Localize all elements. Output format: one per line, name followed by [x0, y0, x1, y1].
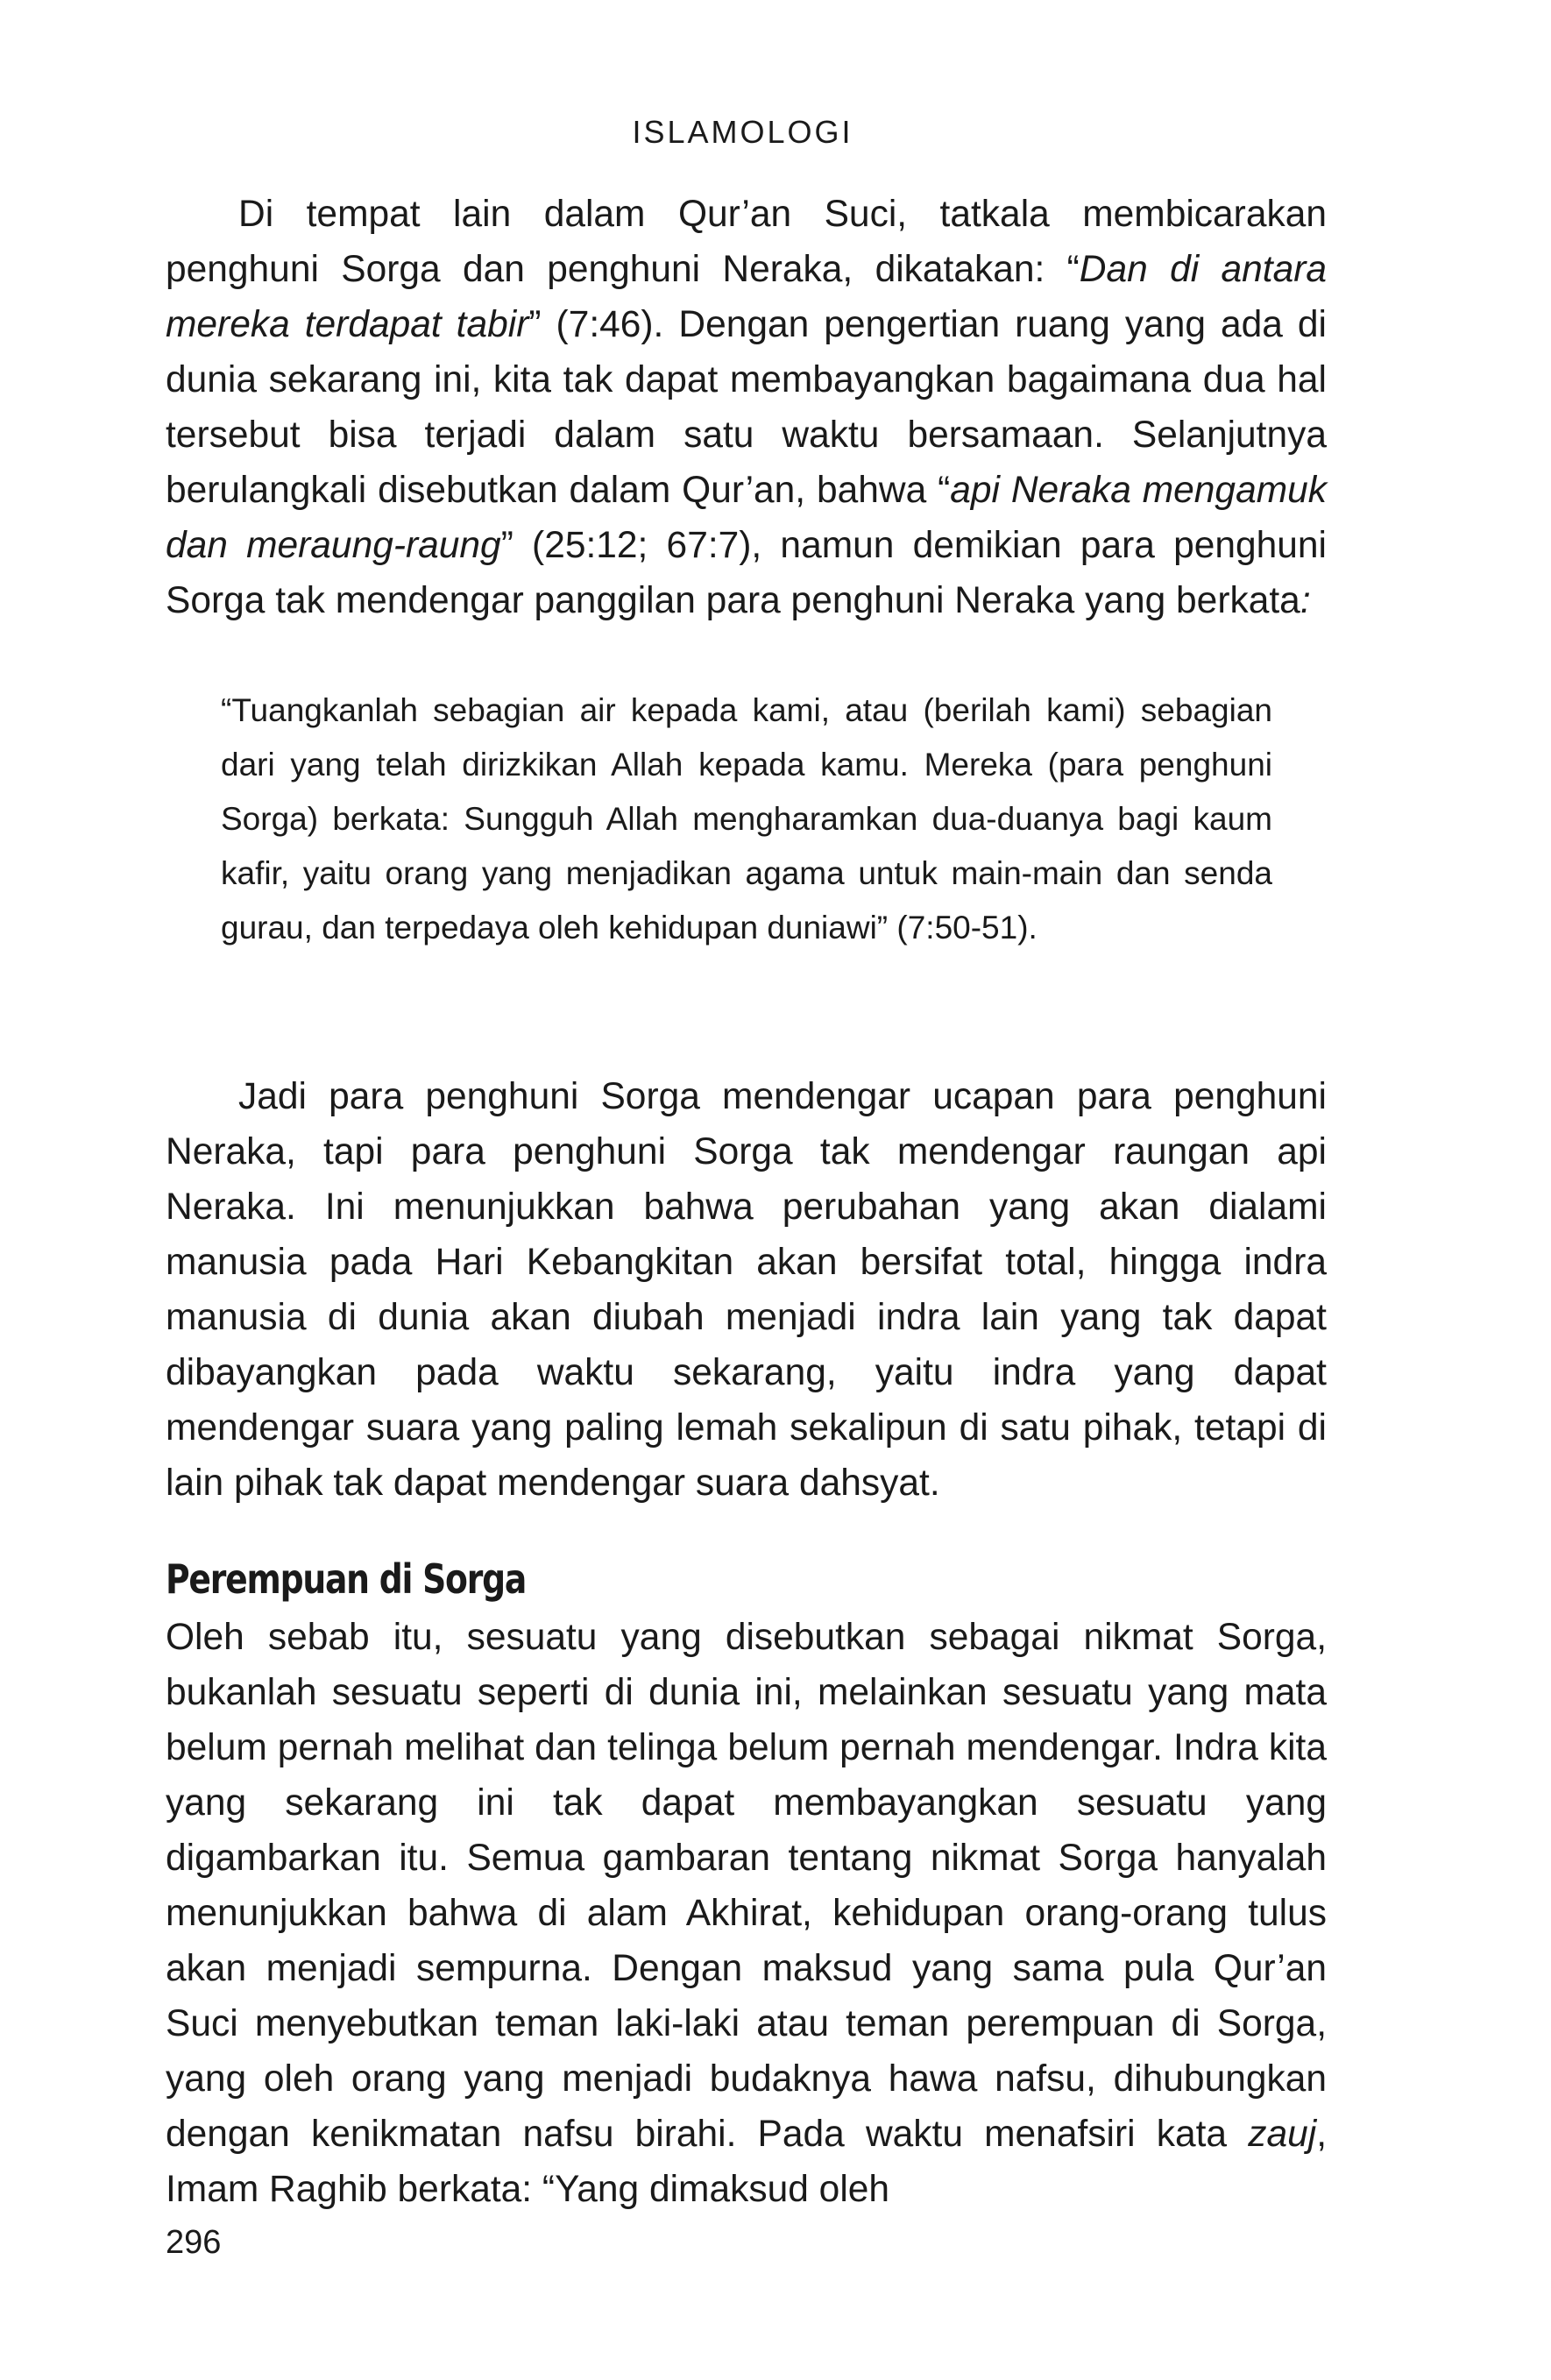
section-paragraph-text-b: , Imam Raghib berkata: “Yang dimaksud oleh: [166, 2114, 1327, 2210]
paragraph-1: [166, 187, 1327, 628]
section-heading: Perempuan di Sorga: [166, 1555, 527, 1603]
paragraph-1-text-c: ” (25:12; 67:7), namun demikian para penghuni Sorga tak mendengar panggilan para penghuni Neraka yang berkata: [166, 525, 1328, 621]
running-head: ISLAMOLOGI: [632, 114, 853, 150]
italic-quote-api-neraka: api Neraka mengamuk dan meraung-raung: [166, 470, 1327, 566]
paragraph-1-text-b: ” (7:46). Dengan pengertian ruang yang ada di dunia sekarang ini, kita tak dapat membayangkan bagaimana dua hal tersebut bisa terjadi dalam satu waktu bersamaan. Selanjutnya berulangkali disebutkan dalam Qur’an, bahwa “: [166, 304, 1328, 511]
italic-word-zauj: zauj: [1248, 2114, 1317, 2155]
paragraph-1-text-a: Di tempat lain dalam Qur’an Suci, tatkala membicarakan penghuni Sorga dan penghuni Neraka, dikatakan: “: [166, 194, 1327, 290]
block-quote: “Tuangkanlah sebagian air kepada kami, atau (berilah kami) sebagian dari yang telah dirizkikan Allah kepada kamu. Mereka (para penghuni Sorga) berkata: Sungguh Allah mengharamkan dua-duanya bagi kaum kafir, yaitu orang yang menjadikan agama untuk main-main dan senda gurau, dan terpedaya oleh kehidupan duniawi” (7:50-51).: [221, 692, 1272, 946]
page-number: 296: [166, 2224, 222, 2261]
italic-colon: :: [1300, 580, 1311, 621]
section-paragraph-text-a: Oleh sebab itu, sesuatu yang disebutkan sebagai nikmat Sorga, bukanlah sesuatu seperti di dunia ini, melainkan sesuatu yang mata belum pernah melihat dan telinga belum pernah mendengar. Indra kita yang sekarang ini tak dapat membayangkan sesuatu yang digambarkan itu. Semua gambaran tentang nikmat Sorga hanyalah menunjukkan bahwa di alam Akhirat, kehidupan orang-orang tulus akan menjadi sempurna. Dengan maksud yang sama pula Qur’an Suci menyebutkan teman laki-laki atau teman perempuan di Sorga, yang oleh orang yang menjadi budaknya hawa nafsu, dihubungkan dengan kenikmatan nafsu birahi. Pada waktu menafsiri kata: [166, 1617, 1327, 2155]
paragraph-2: Jadi para penghuni Sorga mendengar ucapan para penghuni Neraka, tapi para penghuni Sorga tak mendengar raungan api Neraka. Ini menunjukkan bahwa perubahan yang akan dialami manusia pada Hari Kebangkitan akan bersifat total, hingga indra manusia di dunia akan diubah menjadi indra lain yang tak dapat dibayangkan pada waktu sekarang, yaitu indra yang dapat mendengar suara yang paling lemah sekalipun di satu pihak, tetapi di lain pihak tak dapat mendengar suara dahsyat.: [166, 1076, 1327, 1504]
italic-quote-tabir: Dan di antara mereka terdapat tabir: [166, 249, 1328, 345]
section-paragraph: [166, 1610, 1327, 2217]
